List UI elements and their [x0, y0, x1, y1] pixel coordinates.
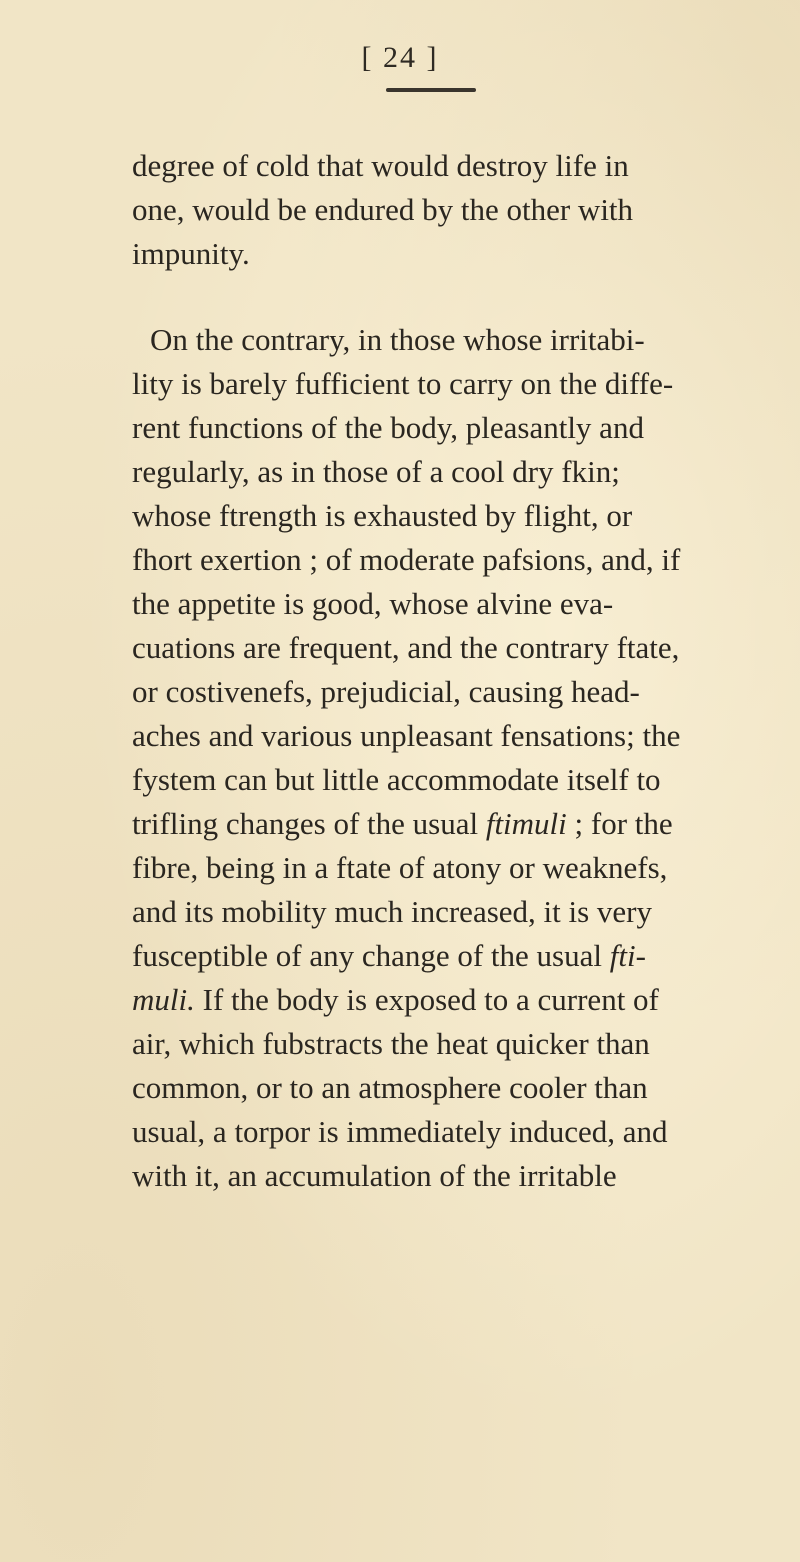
text-line: impunity.: [132, 236, 250, 271]
text-line: one, would be endured by the other with: [132, 192, 634, 227]
text-line: [132, 934, 772, 978]
text-line: fhort exertion ; of moderate pafsions, and, if: [132, 542, 681, 577]
text-line: and its mobility much increased, it is very: [132, 894, 653, 929]
text-line: fibre, being in a ftate of atony or weaknefs,: [132, 850, 668, 885]
text-line: [132, 802, 772, 846]
text-line: air, which fubstracts the heat quicker than: [132, 1026, 650, 1061]
text-line: On the contrary, in those whose irritabi-: [150, 322, 645, 357]
text-line: aches and various unpleasant fensations; the: [132, 718, 681, 753]
text-segment: fusceptible of any change of the usual: [132, 938, 610, 973]
text-line: cuations are frequent, and the contrary ftate,: [132, 630, 680, 665]
text-segment: ; for the: [566, 806, 673, 841]
italic-term: ftimuli: [485, 806, 567, 841]
text-line: rent functions of the body, pleasantly and: [132, 410, 644, 445]
text-line: the appetite is good, whose alvine eva-: [132, 586, 614, 621]
text-segment: trifling changes of the usual: [132, 806, 486, 841]
text-line: [132, 978, 772, 1022]
text-segment: If the body is exposed to a current of: [194, 982, 659, 1017]
header-rule: [386, 88, 476, 92]
text-line: degree of cold that would destroy life in: [132, 148, 629, 183]
text-line: whose ftrength is exhausted by flight, or: [132, 498, 633, 533]
text-line: with it, an accumulation of the irritable: [132, 1158, 617, 1193]
italic-term: fti-: [609, 938, 646, 973]
text-line: usual, a torpor is immediately induced, and: [132, 1114, 668, 1149]
italic-term: muli.: [132, 982, 195, 1017]
text-line: fystem can but little accommodate itself to: [132, 762, 661, 797]
text-line: lity is barely fufficient to carry on the diffe-: [132, 366, 674, 401]
page-number: [ 24 ]: [361, 41, 439, 74]
text-line: or costivenefs, prejudicial, causing head-: [132, 674, 640, 709]
text-line: common, or to an atmosphere cooler than: [132, 1070, 648, 1105]
text-line: regularly, as in those of a cool dry fkin;: [132, 454, 620, 489]
